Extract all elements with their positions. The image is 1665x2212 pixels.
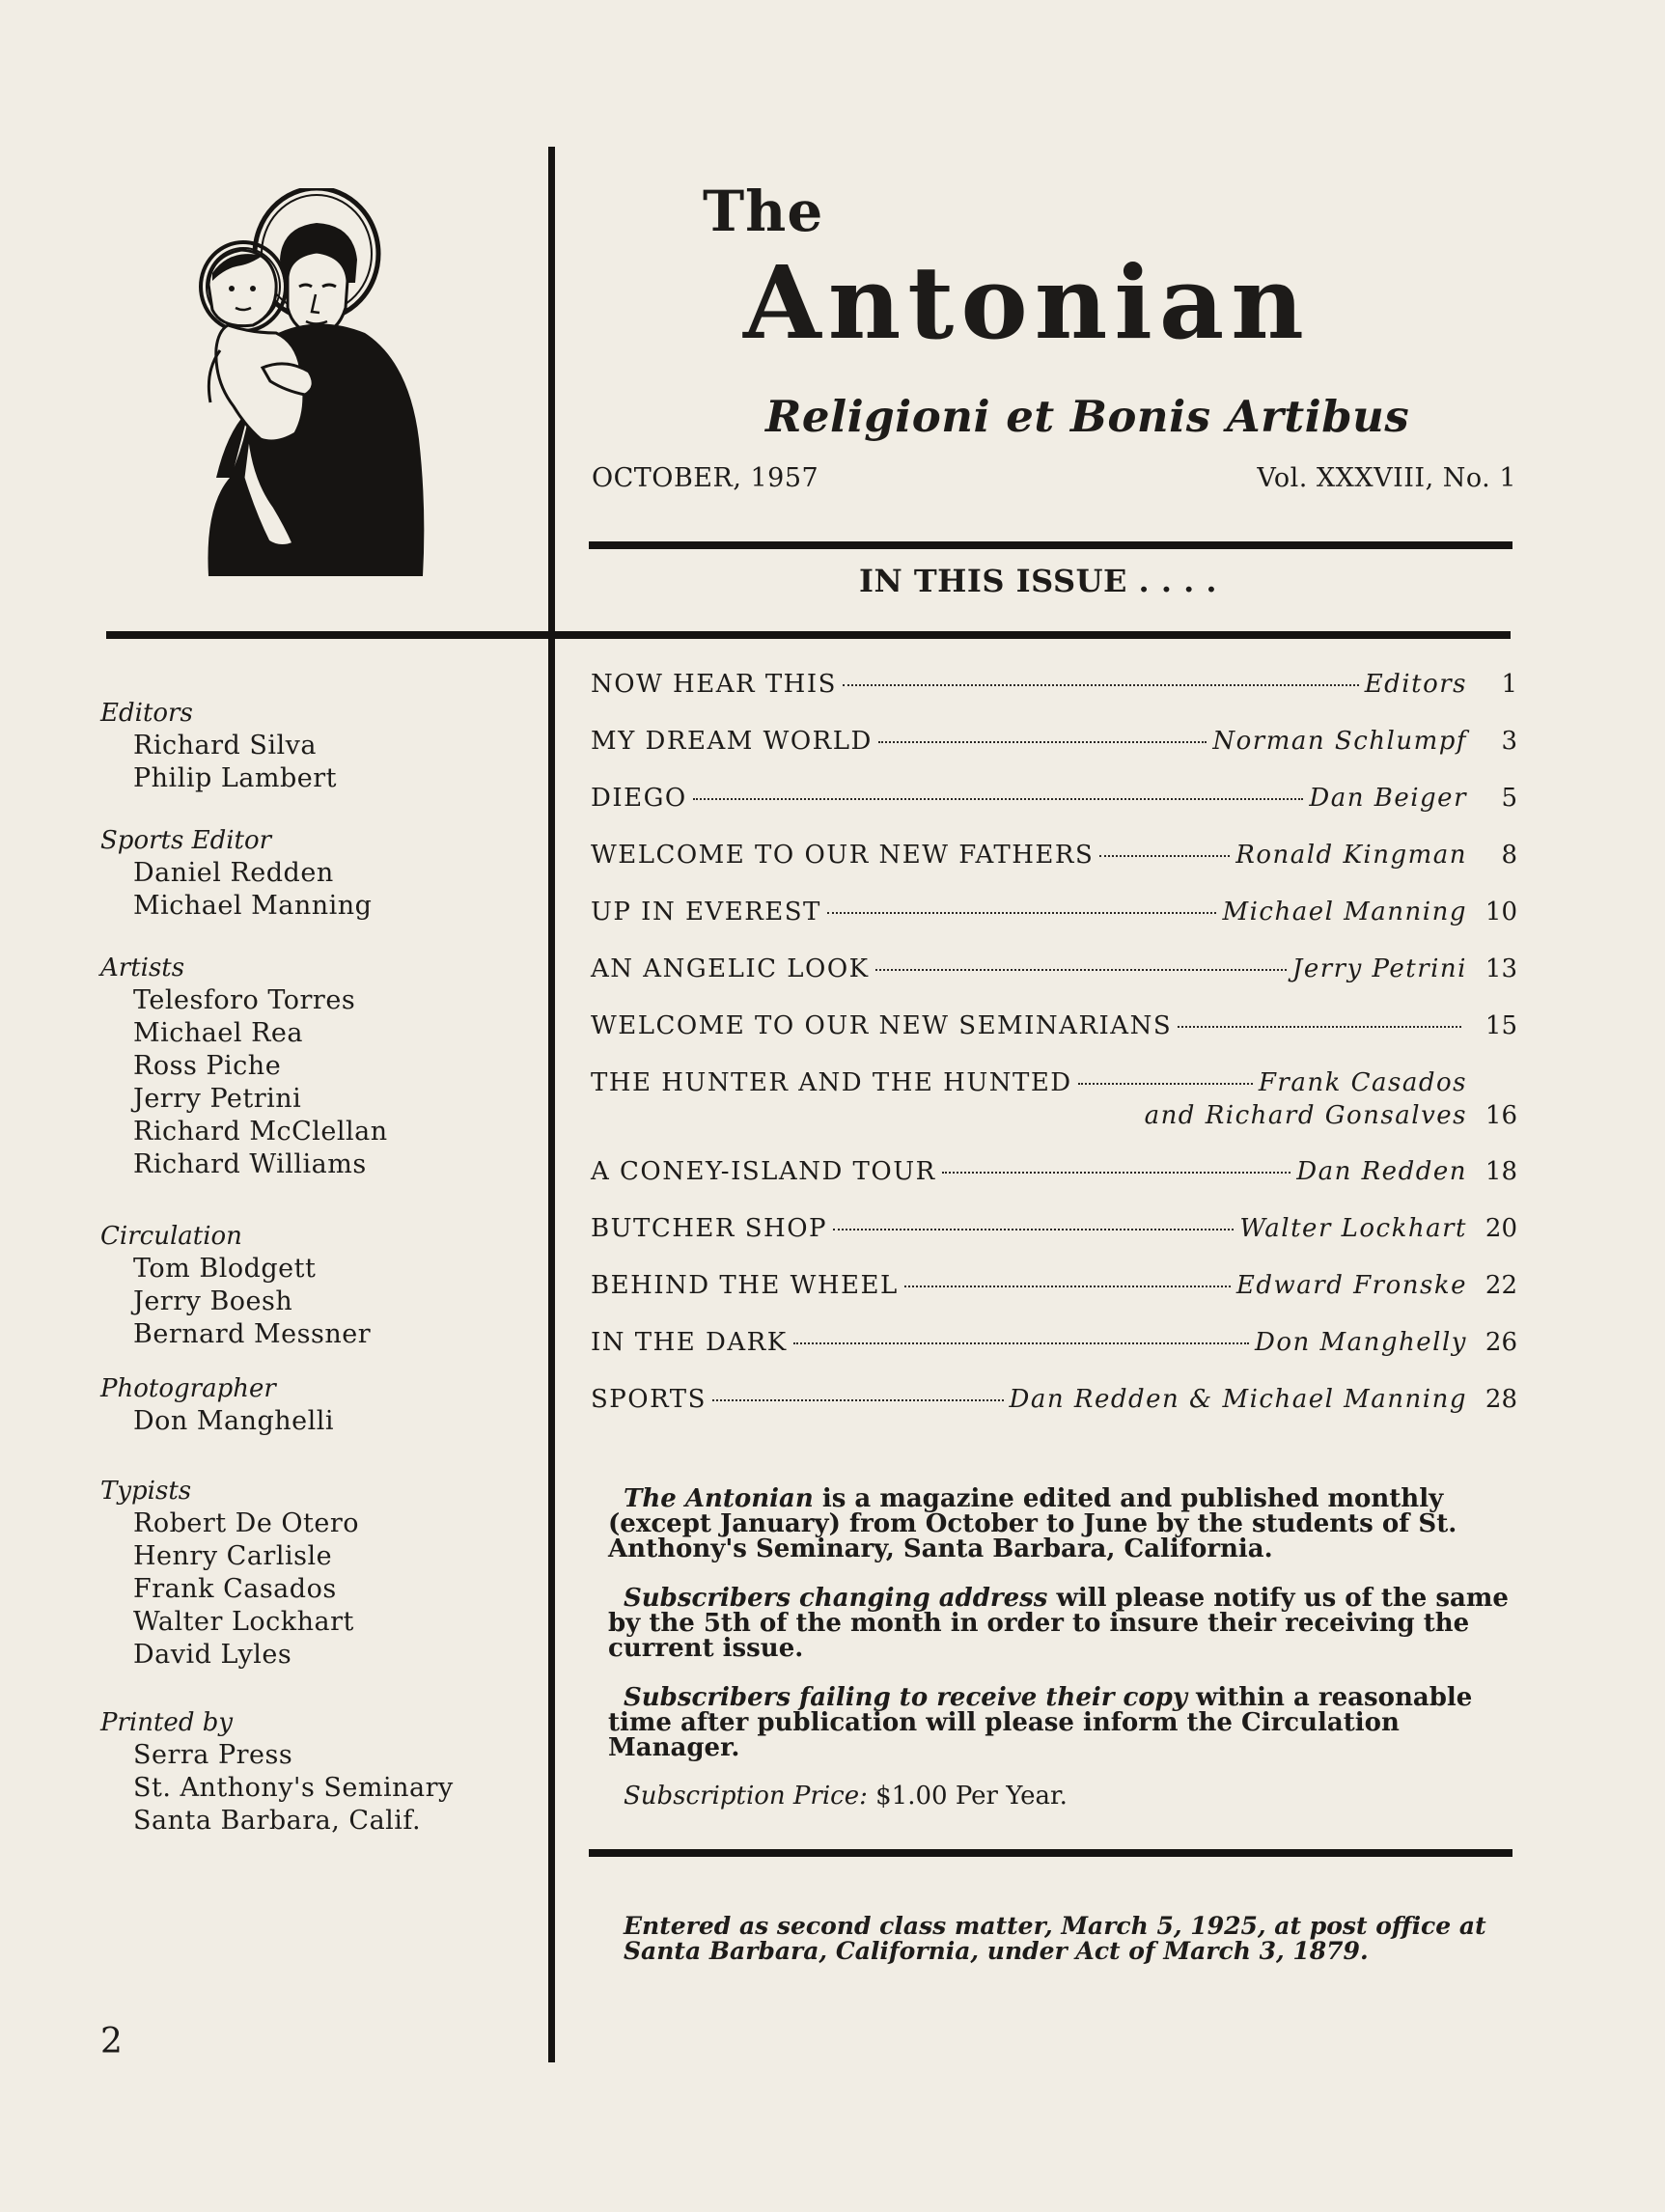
notice-lead: Subscribers failing to receive their copy [624,1683,1187,1712]
staff-name: Richard Williams [133,1149,367,1179]
toc-title: AN ANGELIC LOOK [591,954,870,983]
toc-title: SPORTS [591,1385,707,1414]
staff-role: Printed by [100,1708,234,1737]
staff-name: David Lyles [133,1640,292,1670]
toc-page: 18 [1485,1157,1517,1186]
toc-page: 26 [1485,1328,1517,1357]
notice-text: within a reasonable time after publication will please inform the Circulation Manager. [608,1683,1473,1762]
toc-entry[interactable] [591,839,1517,871]
issue-volume: Vol. XXXVIII, No. 1 [1257,463,1516,493]
staff-list [100,697,515,1866]
toc-entry[interactable] [591,1383,1517,1416]
toc-author: Walter Lockhart [1239,1214,1467,1243]
toc-author: Jerry Petrini [1291,954,1467,983]
toc-entry[interactable] [591,1066,1517,1132]
toc-title: WELCOME TO OUR NEW FATHERS [591,841,1095,870]
toc-title: BUTCHER SHOP [591,1214,828,1243]
staff-name: Philip Lambert [133,763,337,793]
staff-name: Bernard Messner [133,1319,372,1349]
staff-name: Ross Piche [133,1051,282,1081]
staff-name: Michael Rea [133,1018,303,1048]
toc-page: 1 [1501,670,1517,699]
toc-title: MY DREAM WORLD [591,727,873,756]
staff-name: Richard McClellan [133,1117,388,1147]
toc-page: 13 [1485,954,1517,983]
toc-leader [878,741,1207,743]
toc-page: 20 [1485,1214,1517,1243]
staff-group-circulation [100,1220,515,1351]
publication-notice [608,1486,1515,1562]
toc-entry[interactable] [591,1269,1517,1302]
toc-title: DIEGO [591,784,687,813]
toc-author: Dan Beiger [1309,784,1467,813]
staff-name: Serra Press [133,1740,293,1770]
toc-leader [875,969,1287,971]
toc-title: BEHIND THE WHEEL [591,1271,899,1300]
notice-lead: The Antonian [624,1484,814,1513]
masthead-title: Antonian [743,243,1311,362]
toc-page: 28 [1485,1385,1517,1414]
toc-page: 15 [1485,1011,1517,1040]
toc-title: IN THE DARK [591,1328,788,1357]
staff-role: Editors [100,699,193,728]
toc-entry[interactable] [591,1155,1517,1188]
horizontal-divider-masthead [589,541,1512,549]
toc-title: UP IN EVEREST [591,898,821,926]
masthead-the: The [703,179,824,244]
saint-anthony-with-child-icon [193,188,439,579]
toc-page: 16 [1485,1101,1517,1130]
staff-group-sports-editor [100,824,515,923]
postal-entry-note: Entered as second class matter, March 5, 1925, at post office at Santa Barbara, California, under Act of March 3, 1879. [624,1912,1486,1965]
toc-page: 8 [1501,841,1517,870]
toc-author: Dan Redden [1296,1157,1467,1186]
notice-text: will please notify us of the same by the 5th of the month in order to insure their receiving the current issue. [608,1584,1509,1663]
toc-entry[interactable] [591,896,1517,928]
toc-leader [693,798,1304,800]
staff-name: Jerry Petrini [133,1084,302,1114]
staff-name: Robert De Otero [133,1508,360,1538]
toc-title: A CONEY-ISLAND TOUR [591,1157,936,1186]
toc-page: 10 [1485,898,1517,926]
toc-entry[interactable] [591,1212,1517,1245]
staff-group-photographer [100,1372,515,1438]
toc-leader [827,912,1217,914]
toc-page: 3 [1501,727,1517,756]
toc-entry[interactable] [591,1009,1517,1042]
staff-name: Michael Manning [133,891,373,921]
subscription-label: Subscription Price: [624,1782,868,1811]
toc-leader [942,1172,1291,1174]
toc-author: Ronald Kingman [1235,841,1467,870]
toc-author: Norman Schlumpf [1212,727,1467,756]
staff-role: Circulation [100,1222,242,1251]
staff-name: Tom Blodgett [133,1254,317,1284]
toc-author: Frank Casados [1258,1068,1467,1097]
staff-name: Telesforo Torres [133,985,356,1015]
toc-leader [1178,1026,1461,1028]
missing-copy-notice [608,1685,1515,1760]
toc-author: Don Manghelly [1255,1328,1467,1357]
staff-group-typists [100,1475,515,1672]
toc-author: Dan Redden & Michael Manning [1009,1385,1467,1414]
toc-author: Michael Manning [1222,898,1467,926]
staff-name: St. Anthony's Seminary [133,1773,454,1803]
toc-title: WELCOME TO OUR NEW SEMINARIANS [591,1011,1173,1040]
in-this-issue-heading: IN THIS ISSUE . . . . [859,563,1218,599]
toc-author: Edward Fronske [1235,1271,1467,1300]
toc-title: THE HUNTER AND THE HUNTED [591,1068,1072,1097]
staff-group-editors [100,697,515,795]
staff-name: Santa Barbara, Calif. [133,1806,422,1836]
issue-date: OCTOBER, 1957 [592,463,819,493]
toc-leader [793,1342,1249,1344]
toc-author-second-line: and Richard Gonsalves [1144,1101,1467,1130]
staff-role: Artists [100,954,185,982]
masthead-motto: Religioni et Bonis Artibus [765,391,1410,442]
toc-leader [833,1229,1234,1230]
toc-leader [843,684,1359,686]
staff-name: Richard Silva [133,731,317,760]
toc-page: 5 [1501,784,1517,813]
toc-page: 22 [1485,1271,1517,1300]
staff-role: Sports Editor [100,826,272,855]
address-change-notice [608,1586,1515,1661]
subscription-price [624,1782,1068,1811]
staff-role: Typists [100,1477,192,1506]
toc-title: NOW HEAR THIS [591,670,837,699]
page-number: 2 [100,2022,123,2061]
staff-group-printed-by [100,1706,515,1838]
toc-leader [904,1286,1231,1287]
toc-leader [1078,1083,1253,1085]
staff-name: Daniel Redden [133,858,334,888]
staff-name: Walter Lockhart [133,1607,354,1637]
toc-entry[interactable] [591,725,1517,758]
staff-role: Photographer [100,1374,276,1403]
toc-entry[interactable] [591,668,1517,701]
staff-name: Don Manghelli [133,1406,335,1436]
staff-name: Jerry Boesh [133,1286,293,1316]
horizontal-divider-main [106,631,1511,639]
notice-lead: Subscribers changing address [624,1584,1048,1613]
toc-entry[interactable] [591,782,1517,815]
toc-entry[interactable] [591,953,1517,985]
staff-group-artists [100,952,515,1181]
horizontal-divider-footer [589,1849,1512,1857]
toc-author: Editors [1364,670,1467,699]
subscription-value: $1.00 Per Year. [867,1782,1068,1811]
toc-leader [1099,855,1230,857]
staff-name: Frank Casados [133,1574,337,1604]
staff-name: Henry Carlisle [133,1541,333,1571]
toc-leader [712,1399,1004,1401]
vertical-divider [548,147,555,2062]
toc-entry[interactable] [591,1326,1517,1359]
notice-text: is a magazine edited and published monthly (except January) from October to June by the students of St. Anthony's Seminary, Santa Barbara, California. [608,1484,1457,1563]
